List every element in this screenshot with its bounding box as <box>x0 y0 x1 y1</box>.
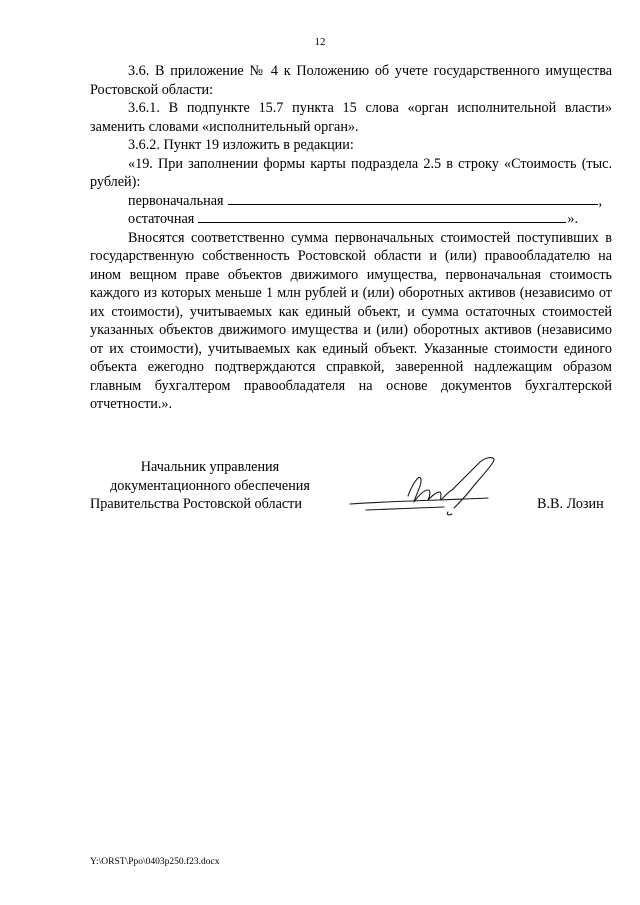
initial-cost-blank-1 <box>228 192 418 205</box>
handwritten-signature <box>348 452 508 524</box>
initial-cost-end: , <box>598 192 603 209</box>
residual-cost-field <box>90 210 612 229</box>
signer-position-line-2: документационного обеспечения <box>110 477 310 494</box>
signer-position-line-3: Правительства Ростовской области <box>90 496 302 512</box>
paragraph-explanation: Вносятся соответственно сумма первоначальных стоимостей поступивших в государственную собственность Ростовской области и (или) правообладателю на ином вещном праве объектов движимого имущества, первоначальная стоимость каждого из которых меньше 1 млн рублей и (или) оборотных активов (независимо от их стоимости), учитываемых как единый объект, и сумма остаточных стоимостей указанных объектов движимого имущества и (или) оборотных активов (независимо от их стоимости), учитываемых как единый объект. Указанные стоимости единого объекта ежегодно подтверждаются справкой, заверенной надлежащим образом главным бухгалтером правообладателя на основе документов бухгалтерской отчетности.». <box>90 229 612 412</box>
signer-position <box>90 458 330 514</box>
initial-cost-blank-2 <box>418 192 598 205</box>
signer-position-line-1: Начальник управления <box>140 459 280 475</box>
paragraph-item-19: «19. При заполнении формы карты подраздела 2.5 в строку «Стоимость (тыс. рублей): <box>90 155 612 190</box>
initial-cost-field <box>90 192 612 211</box>
file-path: Y:\ORST\Ppo\0403p250.f23.docx <box>90 857 220 867</box>
paragraph-3-6-2: 3.6.2. Пункт 19 изложить в редакции: <box>128 137 354 153</box>
document-body <box>90 62 612 414</box>
residual-cost-blank <box>198 210 566 223</box>
signer-name: В.В. Лозин <box>537 496 604 512</box>
paragraph-3-6: 3.6. В приложение № 4 к Положению об учете государственного имущества Ростовской области: <box>90 63 612 98</box>
residual-cost-end: ». <box>567 211 578 227</box>
residual-cost-label: остаточная <box>128 211 195 227</box>
initial-cost-label: первоначальная <box>128 192 224 209</box>
paragraph-3-6-1: 3.6.1. В подпункте 15.7 пункта 15 слова «орган исполнительной власти» заменить словами «исполнительный орган». <box>90 100 612 135</box>
page-number: 12 <box>314 36 326 48</box>
